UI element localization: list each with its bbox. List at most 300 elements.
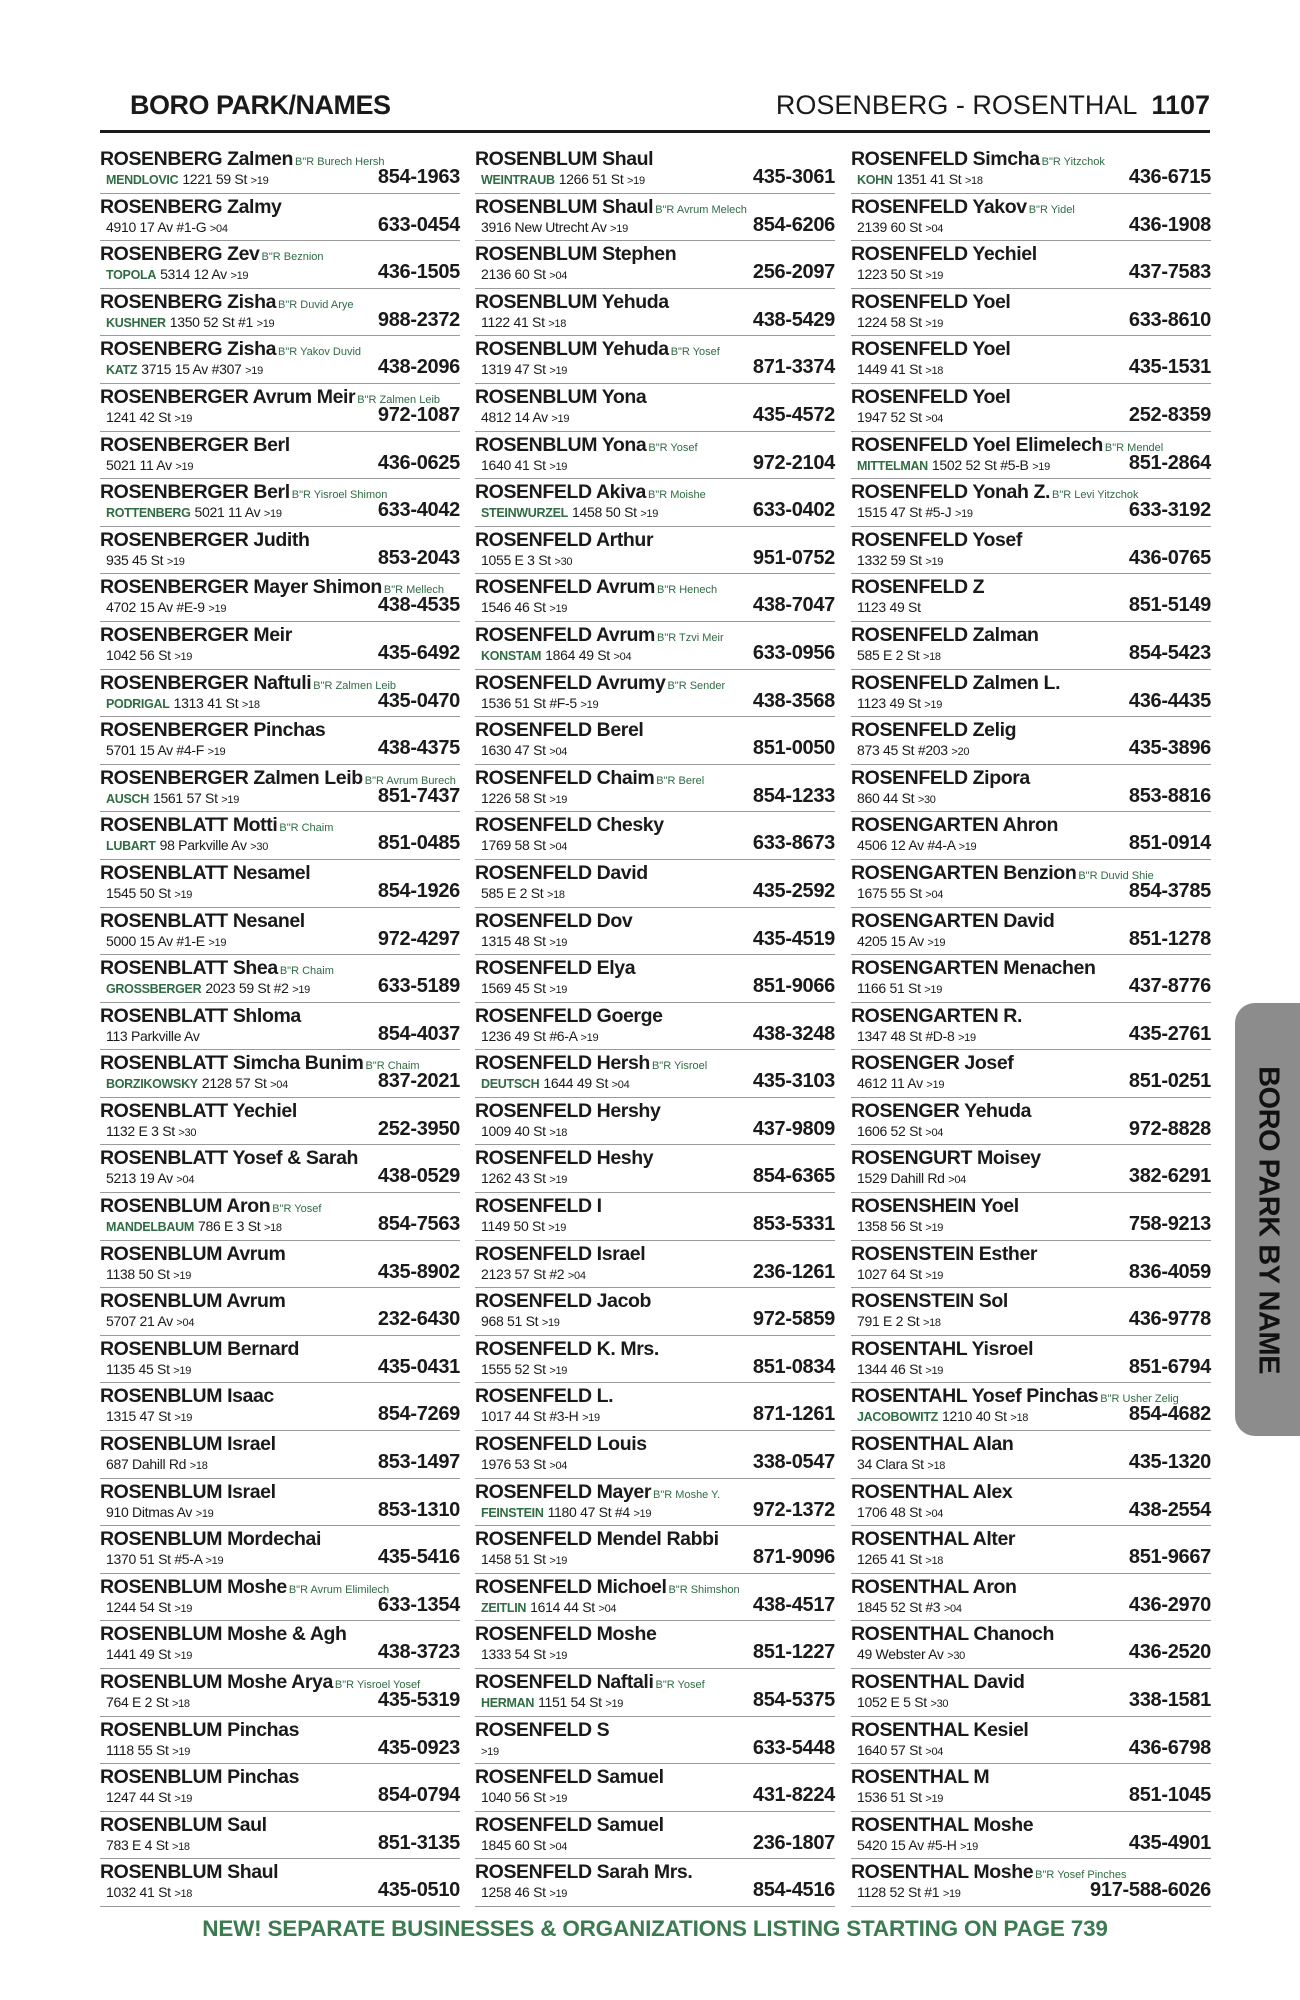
patronymic: B"R Usher Zelig <box>1100 1393 1179 1406</box>
street-address: 1149 50 St <box>481 1218 545 1235</box>
patronymic: B"R Yosef <box>648 441 698 454</box>
entry-address-line <box>481 1266 586 1285</box>
phone-number: 436-0625 <box>377 451 460 474</box>
entry-address-line <box>106 1694 190 1713</box>
street-address: 1265 41 St <box>857 1551 922 1568</box>
entry-name: ROSENFELD K. Mrs. <box>475 1337 659 1360</box>
listing-entry <box>100 1764 460 1812</box>
zip-code: >18 <box>925 365 944 378</box>
entry-name-line <box>851 1243 1037 1265</box>
entry-name-line <box>475 1433 647 1455</box>
listing-entry <box>100 1193 460 1241</box>
entry-name: ROSENTHAL Moshe <box>851 1861 1034 1884</box>
listing-entry <box>851 1859 1211 1907</box>
phone-number: 435-4572 <box>752 403 835 426</box>
entry-name: ROSENFELD Goerge <box>475 1004 663 1027</box>
street-address: 1606 52 St <box>857 1122 922 1139</box>
entry-name: ROSENBLUM Mordechai <box>100 1528 322 1551</box>
entry-name: ROSENBLUM Yehuda <box>475 290 669 313</box>
entry-address-line <box>481 1361 567 1380</box>
phone-number: 338-0547 <box>752 1451 835 1474</box>
listing-entry <box>475 194 835 242</box>
listing-entry <box>475 812 835 860</box>
zip-code: >19 <box>580 1031 599 1044</box>
phone-number: 917-588-6026 <box>1090 1879 1211 1902</box>
zip-code: >19 <box>195 1507 214 1520</box>
phone-number: 438-4375 <box>377 737 460 760</box>
entry-name-line <box>475 767 704 792</box>
entry-address-line <box>481 1884 567 1903</box>
entry-name: ROSENBLATT Shea <box>100 957 278 980</box>
entry-name-line <box>100 148 384 173</box>
zip-code: >04 <box>925 1507 944 1520</box>
phone-number: 854-4037 <box>377 1022 460 1045</box>
zip-code: >19 <box>292 984 310 997</box>
street-address: 34 Clara St <box>857 1456 924 1473</box>
zip-code: >18 <box>241 698 260 711</box>
listing-entry <box>100 622 460 670</box>
entry-name-line <box>851 910 1054 932</box>
patronymic: B"R Duvid Arye <box>278 298 354 311</box>
entry-name-line <box>475 1719 609 1741</box>
listing-entry <box>851 1431 1211 1479</box>
zip-code: >19 <box>925 317 944 330</box>
phone-number: 871-9096 <box>752 1546 835 1569</box>
phone-number: 338-1581 <box>1128 1689 1211 1711</box>
entry-name-line <box>851 767 1030 789</box>
zip-code: >18 <box>189 1460 208 1473</box>
entry-name: ROSENFELD Avrumy <box>475 671 666 694</box>
entry-name: ROSENBLUM Yehuda <box>475 338 669 361</box>
entry-name: ROSENFELD Sarah Mrs. <box>475 1861 693 1884</box>
zip-code: >19 <box>610 222 628 235</box>
patronymic: B"R Chaim <box>279 822 334 835</box>
phone-number: 436-1505 <box>377 261 460 284</box>
street-address: 2023 59 St #2 <box>205 980 289 997</box>
listing-entry <box>100 1003 460 1051</box>
zip-code: >19 <box>580 698 599 711</box>
patronymic: B"R Yidel <box>1028 203 1075 216</box>
entry-name: ROSENBLUM Avrum <box>100 1242 286 1265</box>
street-address: 1135 45 St <box>106 1360 170 1377</box>
zip-code: >04 <box>925 222 944 235</box>
listing-entry <box>475 955 835 1003</box>
listing-entry <box>475 1526 835 1574</box>
maiden-surname: DEUTSCH <box>481 1077 540 1092</box>
entry-address-line <box>481 1599 616 1618</box>
listing-entry <box>475 670 835 718</box>
entry-name: ROSENBLUM Pinchas <box>100 1766 300 1789</box>
street-address: 1332 59 St <box>857 551 922 568</box>
entry-name: ROSENBERG Zalmy <box>100 195 282 218</box>
phone-number: 633-0402 <box>752 499 835 522</box>
street-address: 1675 55 St <box>857 884 922 901</box>
phone-number: 437-7583 <box>1128 261 1211 284</box>
maiden-surname: ROTTENBERG <box>106 506 191 521</box>
entry-address-line <box>857 599 921 616</box>
entry-name-line <box>100 1338 299 1360</box>
entry-address-line <box>857 266 943 285</box>
phone-number: 256-2097 <box>752 261 835 284</box>
entry-address-line <box>481 1837 567 1856</box>
maiden-surname: TOPOLA <box>106 268 157 283</box>
entry-name-line <box>100 1100 297 1122</box>
street-address: 783 E 4 St <box>106 1836 169 1853</box>
street-address: 3916 New Utrecht Av <box>481 218 607 235</box>
entry-name: ROSENBLUM Yona <box>475 385 647 408</box>
street-address: 1258 46 St <box>481 1884 546 1901</box>
listing-entry <box>100 1098 460 1146</box>
street-address: 1441 49 St <box>106 1646 171 1663</box>
maiden-surname: FEINSTEIN <box>481 1505 544 1520</box>
street-address: 1132 E 3 St <box>106 1122 175 1139</box>
entry-name: ROSENFELD Samuel <box>475 1766 664 1789</box>
patronymic: B"R Yisroel <box>651 1060 708 1073</box>
entry-name: ROSENTHAL Chanoch <box>851 1623 1055 1646</box>
patronymic: B"R Levi Yitzchok <box>1052 489 1139 502</box>
zip-code: >04 <box>598 1602 617 1615</box>
street-address: 1128 52 St #1 <box>857 1884 940 1901</box>
entry-name: ROSENFELD Yosef <box>851 528 1022 551</box>
entry-address-line <box>106 1456 208 1475</box>
entry-address-line <box>857 695 942 714</box>
zip-code: >04 <box>549 746 568 759</box>
entry-address-line <box>857 1694 948 1713</box>
phone-number: 851-5149 <box>1128 594 1211 617</box>
entry-name: ROSENBERGER Avrum Meir <box>100 385 356 408</box>
street-address: 1458 51 St <box>481 1551 546 1568</box>
entry-name: ROSENBLUM Shaul <box>475 148 654 170</box>
zip-code: >19 <box>173 1269 192 1282</box>
phone-number: 854-1233 <box>752 784 835 807</box>
phone-number: 438-3248 <box>752 1022 835 1045</box>
street-address: 1769 58 St <box>481 837 546 854</box>
zip-code: >18 <box>964 175 983 187</box>
phone-number: 854-7269 <box>377 1403 460 1426</box>
listing-entry <box>100 146 460 194</box>
phone-number: 854-5423 <box>1128 641 1211 664</box>
phone-number: 436-9778 <box>1128 1308 1211 1331</box>
entry-name-line <box>100 862 310 884</box>
zip-code: >04 <box>549 1460 568 1473</box>
street-address: 1032 41 St <box>106 1884 171 1901</box>
phone-number: 435-0510 <box>377 1879 460 1902</box>
street-address: 1223 50 St <box>857 266 922 283</box>
street-address: 1151 54 St <box>538 1694 602 1710</box>
phone-number: 854-3785 <box>1128 879 1211 902</box>
zip-code: >19 <box>549 984 568 997</box>
listing-entry <box>100 1526 460 1574</box>
phone-number: 436-2520 <box>1128 1641 1211 1664</box>
entry-name: ROSENSTEIN Sol <box>851 1290 1008 1313</box>
listing-entry <box>100 1479 460 1527</box>
phone-number: 437-8776 <box>1128 975 1211 998</box>
listing-entry <box>851 1669 1211 1717</box>
entry-name-line <box>475 291 669 313</box>
entry-name-line <box>851 434 1163 459</box>
listing-entry <box>100 908 460 956</box>
street-address: 1706 48 St <box>857 1503 922 1520</box>
entry-name: ROSENTAHL Yisroel <box>851 1337 1034 1360</box>
listing-entry <box>851 622 1211 670</box>
entry-name: ROSENBLUM Bernard <box>100 1337 300 1360</box>
entry-name: ROSENBLUM Isaac <box>100 1385 274 1408</box>
phone-number: 435-0431 <box>377 1355 460 1378</box>
phone-number: 435-5319 <box>377 1689 460 1711</box>
entry-name-line <box>851 148 1105 173</box>
listing-entry <box>100 194 460 242</box>
patronymic: B"R Duvid Shie <box>1078 869 1154 882</box>
zip-code: >19 <box>925 270 944 283</box>
patronymic: B"R Mendel <box>1104 441 1164 454</box>
entry-name-line <box>475 481 706 506</box>
entry-address-line <box>106 742 225 761</box>
entry-name: ROSENFELD Arthur <box>475 528 654 551</box>
entry-name-line <box>851 1052 1013 1074</box>
zip-code: >19 <box>551 412 570 425</box>
entry-address-line <box>106 1313 194 1332</box>
entry-name: ROSENTHAL Alter <box>851 1528 1016 1551</box>
entry-address-line <box>481 1028 598 1047</box>
phone-number: 438-4535 <box>377 594 460 617</box>
entry-name: ROSENFELD Simcha <box>851 148 1040 170</box>
entry-name: ROSENTHAL Alan <box>851 1433 1014 1456</box>
zip-code: >19 <box>174 1793 193 1806</box>
zip-code: >30 <box>930 1698 949 1710</box>
listing-entry <box>100 670 460 718</box>
entry-address-line <box>857 1646 965 1665</box>
listing-entry <box>100 241 460 289</box>
listing-entry <box>851 1050 1211 1098</box>
entry-name-line <box>100 1719 299 1741</box>
listing-entry <box>475 1193 835 1241</box>
patronymic: B"R Yosef Pinches <box>1035 1869 1127 1882</box>
street-address: 1864 49 St <box>545 646 610 663</box>
entry-name: ROSENFELD Zelig <box>851 719 1017 742</box>
entry-address-line <box>857 1218 943 1237</box>
entry-address-line <box>106 1646 192 1665</box>
entry-name: ROSENBLATT Yechiel <box>100 1099 297 1122</box>
entry-address-line <box>857 980 942 999</box>
entry-address-line <box>481 1170 567 1189</box>
street-address: 1221 59 St <box>182 171 248 187</box>
entry-name: ROSENFELD Hersh <box>475 1052 650 1075</box>
entry-name-line <box>475 862 648 884</box>
maiden-surname: GROSSBERGER <box>106 982 202 997</box>
entry-address-line <box>106 1361 191 1380</box>
page-header <box>100 88 1210 128</box>
patronymic: B"R Beznion <box>261 251 324 264</box>
entry-address-line <box>857 790 936 809</box>
maiden-surname: MITTELMAN <box>857 458 928 473</box>
street-address: 1614 44 St <box>530 1598 595 1615</box>
maiden-surname: LUBART <box>106 839 156 854</box>
phone-number: 438-4517 <box>752 1593 835 1616</box>
entry-address-line <box>481 980 567 999</box>
entry-name-line <box>851 1576 1017 1598</box>
street-address: 2128 57 St <box>201 1075 267 1092</box>
entry-name: ROSENGARTEN Ahron <box>851 814 1058 837</box>
phone-number: 972-1087 <box>377 403 460 426</box>
maiden-surname: ZEITLIN <box>481 1600 527 1615</box>
street-address: 1042 56 St <box>106 646 171 663</box>
street-address: 1515 47 St #5-J <box>857 504 952 521</box>
entry-name: ROSENFELD Yoel Elimelech <box>851 433 1103 456</box>
entry-name-line <box>475 1052 707 1077</box>
phone-number: 435-3061 <box>752 166 835 188</box>
patronymic: B"R Zalmen Leib <box>313 679 397 692</box>
listing-entry <box>100 384 460 432</box>
street-address: 1630 47 St <box>481 742 546 759</box>
street-address: 585 E 2 St <box>481 884 544 901</box>
entry-address-line <box>857 552 943 571</box>
entry-name: ROSENBLATT Simcha Bunim <box>100 1052 364 1075</box>
street-address: 1224 58 St <box>857 313 922 330</box>
phone-number: 851-1045 <box>1128 1784 1211 1807</box>
phone-number: 438-5429 <box>752 308 835 331</box>
zip-code: >19 <box>640 508 659 521</box>
entry-address-line <box>481 1408 600 1427</box>
listing-entry <box>100 1574 460 1622</box>
entry-address-line <box>857 1313 941 1332</box>
phone-number: 851-0914 <box>1128 832 1211 855</box>
street-address: 1333 54 St <box>481 1646 546 1663</box>
patronymic: B"R Yosef <box>272 1203 322 1216</box>
entry-name-line <box>475 1576 740 1601</box>
street-address: 2123 57 St #2 <box>481 1265 565 1282</box>
entry-name: ROSENFELD Zalman <box>851 623 1039 646</box>
entry-name-line <box>100 338 361 363</box>
entry-name-line <box>851 1195 1019 1217</box>
entry-name-line <box>475 910 632 932</box>
phone-number: 851-9667 <box>1128 1546 1211 1569</box>
zip-code: >19 <box>548 1222 567 1235</box>
entry-name-line <box>100 291 353 316</box>
entry-address-line <box>481 1504 651 1523</box>
zip-code: >18 <box>548 317 567 330</box>
entry-address-line <box>106 314 274 333</box>
zip-code: >04 <box>613 650 632 663</box>
patronymic: B"R Moishe <box>648 489 706 502</box>
header-range <box>776 90 1210 121</box>
entry-name: ROSENTHAL Kesiel <box>851 1718 1029 1741</box>
zip-code: >19 <box>174 1650 193 1663</box>
phone-number: 435-3896 <box>1128 737 1211 760</box>
entry-name: ROSENFELD Israel <box>475 1242 646 1265</box>
phone-number: 436-1908 <box>1128 213 1211 236</box>
zip-code: >30 <box>554 555 573 568</box>
entry-name-line <box>851 243 1037 265</box>
entry-name-line <box>100 1814 267 1836</box>
entry-name-line <box>851 1005 1022 1027</box>
street-address: 49 Webster Av <box>857 1646 944 1663</box>
phone-number: 853-2043 <box>377 546 460 569</box>
phone-number: 853-5331 <box>752 1213 835 1236</box>
listing-column-2 <box>475 146 835 1907</box>
entry-name-line <box>851 529 1022 551</box>
patronymic: B"R Yakov Duvid <box>278 346 362 359</box>
listing-entry <box>851 1526 1211 1574</box>
listing-entry <box>851 860 1211 908</box>
listing-entry <box>475 527 835 575</box>
maiden-surname: AUSCH <box>106 791 149 806</box>
street-address: 1138 50 St <box>106 1265 170 1282</box>
street-address: 113 Parkville Av <box>106 1027 200 1044</box>
phone-number: 854-4682 <box>1128 1403 1211 1426</box>
zip-code: >18 <box>546 888 565 901</box>
street-address: 4702 15 Av #E-9 <box>106 599 205 616</box>
entry-name: ROSENFELD Yakov <box>851 195 1027 218</box>
phone-number: 435-1531 <box>1128 356 1211 379</box>
street-address: 1313 41 St <box>173 694 239 711</box>
phone-number: 633-3192 <box>1128 499 1211 522</box>
entry-address-line <box>106 1123 196 1142</box>
phone-number: 854-5375 <box>752 1689 835 1711</box>
patronymic: B"R Avrum Burech <box>364 774 456 787</box>
phone-number: 851-7437 <box>377 784 460 807</box>
phone-number: 435-8902 <box>377 1260 460 1283</box>
patronymic: B"R Avrum Elimilech <box>288 1583 390 1596</box>
phone-number: 972-2104 <box>752 451 835 474</box>
street-address: 5000 15 Av #1-E <box>106 932 205 949</box>
entry-name: ROSENGARTEN Menachen <box>851 957 1096 980</box>
street-address: 935 45 St <box>106 551 164 568</box>
entry-name-line <box>100 1195 321 1220</box>
listing-entry <box>851 194 1211 242</box>
zip-code: >19 <box>245 365 263 378</box>
zip-code: >30 <box>178 1126 197 1139</box>
entry-address-line <box>857 409 943 428</box>
entry-name-line <box>100 1243 285 1265</box>
phone-number: 382-6291 <box>1128 1165 1211 1188</box>
street-address: 5213 19 Av <box>106 1170 173 1187</box>
zip-code: >19 <box>627 175 645 187</box>
entry-name-line <box>100 814 333 839</box>
zip-code: >19 <box>958 841 977 854</box>
entry-name: ROSENBERGER Mayer Shimon <box>100 576 382 599</box>
phone-number: 436-6715 <box>1128 166 1211 188</box>
phone-number: 435-4901 <box>1128 1831 1211 1854</box>
entry-address-line <box>481 837 567 856</box>
phone-number: 435-3103 <box>752 1070 835 1093</box>
entry-name-line <box>100 1290 285 1312</box>
entry-name-line <box>100 957 334 982</box>
listing-entry <box>475 860 835 908</box>
zip-code: >19 <box>958 1031 976 1044</box>
entry-name: ROSENGURT Moisey <box>851 1147 1041 1170</box>
street-address: 4910 17 Av #1-G <box>106 218 207 235</box>
entry-name-line <box>851 1528 1015 1550</box>
entry-address-line <box>106 1742 190 1761</box>
listing-entry <box>475 717 835 765</box>
street-address: 1536 51 St #F-5 <box>481 694 577 711</box>
listing-entry <box>475 289 835 337</box>
listing-entry <box>100 1717 460 1765</box>
street-address: 687 Dahill Rd <box>106 1456 187 1473</box>
entry-name: ROSENBLATT Nesamel <box>100 861 311 884</box>
entry-address-line <box>481 1646 567 1665</box>
entry-name: ROSENFELD L. <box>475 1385 614 1408</box>
listing-entry <box>851 1288 1211 1336</box>
zip-code: >19 <box>1032 460 1050 473</box>
entry-name: ROSENFELD I <box>475 1195 602 1218</box>
zip-code: >19 <box>207 746 226 759</box>
phone-number: 871-1261 <box>752 1403 835 1426</box>
entry-address-line <box>106 695 260 714</box>
zip-code: >30 <box>917 793 936 806</box>
listing-entry <box>475 1812 835 1860</box>
maiden-surname: MENDLOVIC <box>106 173 179 187</box>
